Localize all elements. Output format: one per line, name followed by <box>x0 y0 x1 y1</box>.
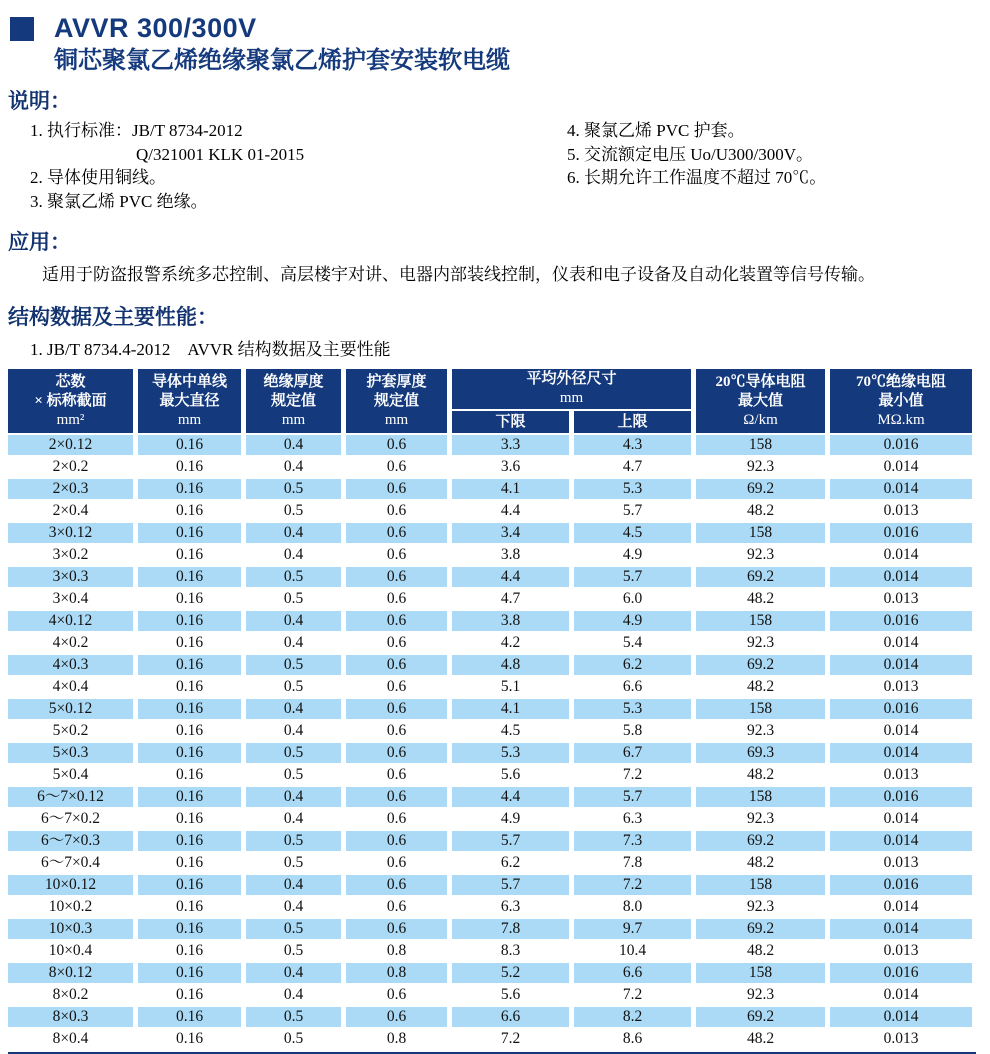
cell-od-upper: 10.4 <box>574 941 691 961</box>
cell-insulation-thickness: 0.5 <box>246 479 341 499</box>
application-text: 适用于防盗报警系统多芯控制、高层楼宇对讲、电器内部装线控制，仪表和电子设备及自动化装置等信号传输。 <box>42 265 875 284</box>
cell-od-upper: 7.3 <box>574 831 691 851</box>
cell-insulation-resistance-70c: 0.014 <box>830 919 972 939</box>
cell-insulation-resistance-70c: 0.016 <box>830 611 972 631</box>
cell-conductor-diameter: 0.16 <box>138 831 241 851</box>
table-row <box>8 831 972 851</box>
cell-insulation-thickness: 0.5 <box>246 853 341 873</box>
notes-right-column <box>545 119 982 213</box>
cell-core-size: 10×0.12 <box>8 875 133 895</box>
col-header-sheath-thickness: 护套厚度 规定值 mm <box>346 369 447 433</box>
cell-insulation-resistance-70c: 0.014 <box>830 1007 972 1027</box>
cell-insulation-resistance-70c: 0.014 <box>830 567 972 587</box>
table-row <box>8 1007 972 1027</box>
col-header-od-lower-limit: 下限 <box>452 411 569 433</box>
cell-core-size: 8×0.3 <box>8 1007 133 1027</box>
cell-core-size: 8×0.4 <box>8 1029 133 1049</box>
structure-heading: 结构数据及主要性能： <box>8 305 218 329</box>
cell-core-size: 10×0.3 <box>8 919 133 939</box>
table-row <box>8 919 972 939</box>
cell-insulation-resistance-70c: 0.013 <box>830 765 972 785</box>
application-heading: 应用： <box>8 230 71 254</box>
cell-resistance-20c: 48.2 <box>696 941 825 961</box>
cell-core-size: 3×0.2 <box>8 545 133 565</box>
cell-sheath-thickness: 0.6 <box>346 853 447 873</box>
cell-insulation-thickness: 0.4 <box>246 699 341 719</box>
table-row <box>8 655 972 675</box>
cell-od-upper: 5.3 <box>574 479 691 499</box>
cell-conductor-diameter: 0.16 <box>138 721 241 741</box>
cell-insulation-thickness: 0.5 <box>246 655 341 675</box>
cell-sheath-thickness: 0.6 <box>346 897 447 917</box>
cell-od-lower: 4.8 <box>452 655 569 675</box>
cell-od-upper: 7.2 <box>574 985 691 1005</box>
cell-core-size: 5×0.12 <box>8 699 133 719</box>
cell-od-lower: 4.5 <box>452 721 569 741</box>
cell-conductor-diameter: 0.16 <box>138 1029 241 1049</box>
spec-table-header <box>8 369 972 433</box>
cell-insulation-thickness: 0.4 <box>246 809 341 829</box>
table-row <box>8 435 972 455</box>
cell-insulation-thickness: 0.4 <box>246 875 341 895</box>
table-row <box>8 809 972 829</box>
cell-insulation-resistance-70c: 0.014 <box>830 809 972 829</box>
table-row <box>8 545 972 565</box>
cell-insulation-resistance-70c: 0.013 <box>830 677 972 697</box>
col-header-conductor-diameter: 导体中单线 最大直径 mm <box>138 369 241 433</box>
col-header-insulation-resistance-70c: 70℃绝缘电阻 最小值 MΩ.km <box>830 369 972 433</box>
cell-sheath-thickness: 0.6 <box>346 985 447 1005</box>
cell-insulation-thickness: 0.5 <box>246 765 341 785</box>
cell-insulation-resistance-70c: 0.013 <box>830 589 972 609</box>
cell-resistance-20c: 92.3 <box>696 721 825 741</box>
cell-insulation-resistance-70c: 0.016 <box>830 523 972 543</box>
cell-conductor-diameter: 0.16 <box>138 435 241 455</box>
cell-od-upper: 5.7 <box>574 787 691 807</box>
cell-od-upper: 4.5 <box>574 523 691 543</box>
cell-insulation-thickness: 0.5 <box>246 501 341 521</box>
note-item-5: 5. 交流额定电压 Uo/U300/300V。 <box>567 144 814 164</box>
cell-insulation-resistance-70c: 0.016 <box>830 435 972 455</box>
cell-od-lower: 3.8 <box>452 611 569 631</box>
cell-conductor-diameter: 0.16 <box>138 963 241 983</box>
spec-table <box>3 367 977 1051</box>
cell-resistance-20c: 69.2 <box>696 479 825 499</box>
cell-sheath-thickness: 0.8 <box>346 941 447 961</box>
cell-insulation-resistance-70c: 0.016 <box>830 875 972 895</box>
cell-insulation-thickness: 0.5 <box>246 919 341 939</box>
cell-conductor-diameter: 0.16 <box>138 611 241 631</box>
cell-core-size: 3×0.4 <box>8 589 133 609</box>
cell-resistance-20c: 158 <box>696 699 825 719</box>
cell-resistance-20c: 69.2 <box>696 831 825 851</box>
cell-resistance-20c: 92.3 <box>696 897 825 917</box>
cell-insulation-resistance-70c: 0.016 <box>830 787 972 807</box>
cell-conductor-diameter: 0.16 <box>138 941 241 961</box>
col-header-core-count: 芯数 × 标称截面 mm² <box>8 369 133 433</box>
cell-od-lower: 4.1 <box>452 699 569 719</box>
cell-insulation-resistance-70c: 0.013 <box>830 853 972 873</box>
cell-sheath-thickness: 0.6 <box>346 523 447 543</box>
table-row <box>8 897 972 917</box>
table-row <box>8 501 972 521</box>
notes-columns <box>8 119 982 213</box>
cell-od-upper: 5.7 <box>574 501 691 521</box>
note-item-1: 1. 执行标准：JB/T 8734-2012 <box>30 121 243 140</box>
cell-od-upper: 8.6 <box>574 1029 691 1049</box>
cell-resistance-20c: 69.3 <box>696 743 825 763</box>
cell-core-size: 4×0.4 <box>8 677 133 697</box>
cell-od-upper: 8.2 <box>574 1007 691 1027</box>
cell-od-lower: 4.9 <box>452 809 569 829</box>
cell-conductor-diameter: 0.16 <box>138 897 241 917</box>
cell-insulation-resistance-70c: 0.014 <box>830 545 972 565</box>
cell-insulation-resistance-70c: 0.014 <box>830 743 972 763</box>
cell-od-lower: 4.4 <box>452 501 569 521</box>
cell-insulation-thickness: 0.5 <box>246 1029 341 1049</box>
cell-conductor-diameter: 0.16 <box>138 809 241 829</box>
cell-sheath-thickness: 0.8 <box>346 1029 447 1049</box>
cell-core-size: 2×0.2 <box>8 457 133 477</box>
cell-od-upper: 7.2 <box>574 875 691 895</box>
table-row <box>8 963 972 983</box>
cell-core-size: 10×0.4 <box>8 941 133 961</box>
table-caption: 1. JB/T 8734.4-2012 AVVR 结构数据及主要性能 <box>30 340 391 359</box>
cell-insulation-resistance-70c: 0.014 <box>830 897 972 917</box>
table-row <box>8 677 972 697</box>
cell-conductor-diameter: 0.16 <box>138 787 241 807</box>
cell-resistance-20c: 158 <box>696 611 825 631</box>
cell-conductor-diameter: 0.16 <box>138 699 241 719</box>
title-bullet-square-icon <box>10 17 34 41</box>
table-row <box>8 633 972 653</box>
cell-sheath-thickness: 0.6 <box>346 611 447 631</box>
col-header-od-upper-limit: 上限 <box>574 411 691 433</box>
cell-insulation-thickness: 0.5 <box>246 589 341 609</box>
cell-resistance-20c: 48.2 <box>696 853 825 873</box>
table-row <box>8 1029 972 1049</box>
cell-od-upper: 6.3 <box>574 809 691 829</box>
cell-core-size: 8×0.12 <box>8 963 133 983</box>
table-row <box>8 567 972 587</box>
table-row <box>8 457 972 477</box>
table-row <box>8 853 972 873</box>
cell-insulation-resistance-70c: 0.013 <box>830 941 972 961</box>
cell-insulation-thickness: 0.5 <box>246 941 341 961</box>
cell-resistance-20c: 158 <box>696 523 825 543</box>
cell-conductor-diameter: 0.16 <box>138 457 241 477</box>
cell-insulation-thickness: 0.5 <box>246 831 341 851</box>
cell-od-upper: 5.8 <box>574 721 691 741</box>
cell-od-lower: 5.3 <box>452 743 569 763</box>
cell-conductor-diameter: 0.16 <box>138 743 241 763</box>
cell-sheath-thickness: 0.6 <box>346 721 447 741</box>
col-header-insulation-thickness: 绝缘厚度 规定值 mm <box>246 369 341 433</box>
table-row <box>8 743 972 763</box>
cell-insulation-resistance-70c: 0.014 <box>830 831 972 851</box>
cell-resistance-20c: 69.2 <box>696 567 825 587</box>
cell-insulation-resistance-70c: 0.013 <box>830 1029 972 1049</box>
cell-insulation-thickness: 0.4 <box>246 633 341 653</box>
cell-resistance-20c: 158 <box>696 875 825 895</box>
cell-sheath-thickness: 0.6 <box>346 699 447 719</box>
cell-insulation-resistance-70c: 0.014 <box>830 479 972 499</box>
cell-od-lower: 6.2 <box>452 853 569 873</box>
cell-sheath-thickness: 0.6 <box>346 589 447 609</box>
cell-sheath-thickness: 0.6 <box>346 435 447 455</box>
cell-od-lower: 6.6 <box>452 1007 569 1027</box>
cell-od-upper: 6.6 <box>574 963 691 983</box>
cell-od-lower: 6.3 <box>452 897 569 917</box>
cell-od-lower: 4.2 <box>452 633 569 653</box>
cell-sheath-thickness: 0.6 <box>346 831 447 851</box>
note-item-2: 2. 导体使用铜线。 <box>30 168 166 187</box>
cell-conductor-diameter: 0.16 <box>138 765 241 785</box>
cell-sheath-thickness: 0.6 <box>346 1007 447 1027</box>
table-row <box>8 721 972 741</box>
cell-conductor-diameter: 0.16 <box>138 545 241 565</box>
cell-insulation-thickness: 0.4 <box>246 457 341 477</box>
cell-core-size: 2×0.3 <box>8 479 133 499</box>
cell-od-lower: 3.8 <box>452 545 569 565</box>
cell-insulation-thickness: 0.5 <box>246 743 341 763</box>
cell-insulation-thickness: 0.4 <box>246 963 341 983</box>
cell-od-lower: 5.6 <box>452 985 569 1005</box>
cell-core-size: 3×0.3 <box>8 567 133 587</box>
cell-od-lower: 4.7 <box>452 589 569 609</box>
cell-sheath-thickness: 0.6 <box>346 501 447 521</box>
cell-conductor-diameter: 0.16 <box>138 677 241 697</box>
table-row <box>8 699 972 719</box>
cell-insulation-thickness: 0.4 <box>246 721 341 741</box>
cell-od-upper: 5.3 <box>574 699 691 719</box>
cell-insulation-thickness: 0.4 <box>246 787 341 807</box>
cell-sheath-thickness: 0.6 <box>346 479 447 499</box>
cell-od-upper: 6.0 <box>574 589 691 609</box>
notes-heading: 说明： <box>8 89 71 113</box>
cell-od-upper: 8.0 <box>574 897 691 917</box>
cell-resistance-20c: 92.3 <box>696 633 825 653</box>
cell-insulation-resistance-70c: 0.014 <box>830 633 972 653</box>
cell-conductor-diameter: 0.16 <box>138 875 241 895</box>
cell-core-size: 3×0.12 <box>8 523 133 543</box>
cell-resistance-20c: 92.3 <box>696 985 825 1005</box>
cell-resistance-20c: 69.2 <box>696 655 825 675</box>
table-row <box>8 479 972 499</box>
note-item-4: 4. 聚氯乙烯 PVC 护套。 <box>567 121 745 140</box>
cell-conductor-diameter: 0.16 <box>138 655 241 675</box>
cell-core-size: 6～7×0.2 <box>8 809 133 829</box>
cell-core-size: 8×0.2 <box>8 985 133 1005</box>
notes-left-column <box>8 119 545 213</box>
cell-sheath-thickness: 0.6 <box>346 787 447 807</box>
cell-conductor-diameter: 0.16 <box>138 501 241 521</box>
cell-od-lower: 7.8 <box>452 919 569 939</box>
note-item-6: 6. 长期允许工作温度不超过 70℃。 <box>567 168 827 187</box>
table-row <box>8 941 972 961</box>
cell-resistance-20c: 48.2 <box>696 765 825 785</box>
cell-sheath-thickness: 0.6 <box>346 677 447 697</box>
cell-core-size: 5×0.4 <box>8 765 133 785</box>
cell-insulation-resistance-70c: 0.014 <box>830 655 972 675</box>
cell-insulation-resistance-70c: 0.016 <box>830 963 972 983</box>
cell-core-size: 6～7×0.12 <box>8 787 133 807</box>
cell-resistance-20c: 158 <box>696 963 825 983</box>
cell-sheath-thickness: 0.6 <box>346 655 447 675</box>
page-title: AVVR 300/300V <box>54 13 257 43</box>
cell-resistance-20c: 158 <box>696 435 825 455</box>
cell-od-upper: 5.7 <box>574 567 691 587</box>
cell-od-upper: 4.3 <box>574 435 691 455</box>
cell-od-lower: 7.2 <box>452 1029 569 1049</box>
cell-sheath-thickness: 0.6 <box>346 919 447 939</box>
cell-sheath-thickness: 0.6 <box>346 765 447 785</box>
table-row <box>8 765 972 785</box>
note-item-1-continuation: Q/321001 KLK 01-2015 <box>136 144 305 164</box>
cell-od-lower: 5.2 <box>452 963 569 983</box>
cell-conductor-diameter: 0.16 <box>138 589 241 609</box>
cell-resistance-20c: 92.3 <box>696 545 825 565</box>
cell-od-upper: 4.9 <box>574 545 691 565</box>
cell-od-upper: 6.6 <box>574 677 691 697</box>
cell-insulation-thickness: 0.4 <box>246 523 341 543</box>
cell-od-upper: 4.9 <box>574 611 691 631</box>
cell-core-size: 5×0.3 <box>8 743 133 763</box>
col-header-mean-od-group: 平均外径尺寸 mm <box>452 369 691 409</box>
cell-sheath-thickness: 0.6 <box>346 809 447 829</box>
cell-od-upper: 9.7 <box>574 919 691 939</box>
cell-insulation-thickness: 0.4 <box>246 545 341 565</box>
cell-od-upper: 7.8 <box>574 853 691 873</box>
cell-conductor-diameter: 0.16 <box>138 567 241 587</box>
table-row <box>8 985 972 1005</box>
cell-resistance-20c: 92.3 <box>696 457 825 477</box>
cell-resistance-20c: 69.2 <box>696 919 825 939</box>
cell-conductor-diameter: 0.16 <box>138 919 241 939</box>
table-row <box>8 611 972 631</box>
cell-sheath-thickness: 0.6 <box>346 545 447 565</box>
cell-insulation-thickness: 0.4 <box>246 897 341 917</box>
cell-od-lower: 5.7 <box>452 831 569 851</box>
title-block <box>8 12 982 44</box>
cell-sheath-thickness: 0.6 <box>346 875 447 895</box>
col-header-conductor-resistance-20c: 20℃导体电阻 最大值 Ω/km <box>696 369 825 433</box>
cell-conductor-diameter: 0.16 <box>138 853 241 873</box>
cell-conductor-diameter: 0.16 <box>138 633 241 653</box>
cell-sheath-thickness: 0.6 <box>346 457 447 477</box>
cell-insulation-thickness: 0.5 <box>246 567 341 587</box>
cell-insulation-resistance-70c: 0.014 <box>830 457 972 477</box>
cell-resistance-20c: 48.2 <box>696 1029 825 1049</box>
table-row <box>8 787 972 807</box>
cell-sheath-thickness: 0.6 <box>346 633 447 653</box>
cell-od-upper: 5.4 <box>574 633 691 653</box>
spec-table-body <box>8 435 972 1049</box>
cell-od-lower: 8.3 <box>452 941 569 961</box>
cell-sheath-thickness: 0.6 <box>346 743 447 763</box>
cell-core-size: 10×0.2 <box>8 897 133 917</box>
cell-core-size: 6～7×0.4 <box>8 853 133 873</box>
cell-core-size: 6～7×0.3 <box>8 831 133 851</box>
cell-od-upper: 6.2 <box>574 655 691 675</box>
cell-insulation-thickness: 0.4 <box>246 611 341 631</box>
table-row <box>8 523 972 543</box>
cell-insulation-resistance-70c: 0.014 <box>830 985 972 1005</box>
cell-od-lower: 4.4 <box>452 567 569 587</box>
cell-sheath-thickness: 0.8 <box>346 963 447 983</box>
cell-od-upper: 7.2 <box>574 765 691 785</box>
cell-resistance-20c: 48.2 <box>696 677 825 697</box>
cell-insulation-thickness: 0.5 <box>246 1007 341 1027</box>
cell-od-upper: 4.7 <box>574 457 691 477</box>
cell-conductor-diameter: 0.16 <box>138 479 241 499</box>
cell-od-lower: 3.6 <box>452 457 569 477</box>
cell-core-size: 2×0.4 <box>8 501 133 521</box>
cell-resistance-20c: 158 <box>696 787 825 807</box>
cell-insulation-resistance-70c: 0.016 <box>830 699 972 719</box>
cell-od-upper: 6.7 <box>574 743 691 763</box>
cell-sheath-thickness: 0.6 <box>346 567 447 587</box>
cell-core-size: 4×0.2 <box>8 633 133 653</box>
cell-insulation-thickness: 0.5 <box>246 677 341 697</box>
cell-conductor-diameter: 0.16 <box>138 1007 241 1027</box>
cell-od-lower: 5.6 <box>452 765 569 785</box>
cell-od-lower: 4.1 <box>452 479 569 499</box>
cell-od-lower: 3.4 <box>452 523 569 543</box>
cell-core-size: 4×0.3 <box>8 655 133 675</box>
cell-insulation-thickness: 0.4 <box>246 435 341 455</box>
cell-od-lower: 3.3 <box>452 435 569 455</box>
cell-resistance-20c: 48.2 <box>696 589 825 609</box>
cell-insulation-thickness: 0.4 <box>246 985 341 1005</box>
cell-core-size: 2×0.12 <box>8 435 133 455</box>
cell-core-size: 5×0.2 <box>8 721 133 741</box>
table-row <box>8 875 972 895</box>
note-item-3: 3. 聚氯乙烯 PVC 绝缘。 <box>30 191 208 211</box>
cell-od-lower: 5.1 <box>452 677 569 697</box>
cell-conductor-diameter: 0.16 <box>138 985 241 1005</box>
cell-insulation-resistance-70c: 0.013 <box>830 501 972 521</box>
page-subtitle: 铜芯聚氯乙烯绝缘聚氯乙烯护套安装软电缆 <box>54 47 510 74</box>
cell-od-lower: 4.4 <box>452 787 569 807</box>
cell-od-lower: 5.7 <box>452 875 569 895</box>
cell-resistance-20c: 69.2 <box>696 1007 825 1027</box>
cell-insulation-resistance-70c: 0.014 <box>830 721 972 741</box>
cell-resistance-20c: 92.3 <box>696 809 825 829</box>
cell-resistance-20c: 48.2 <box>696 501 825 521</box>
table-row <box>8 589 972 609</box>
cell-core-size: 4×0.12 <box>8 611 133 631</box>
cell-conductor-diameter: 0.16 <box>138 523 241 543</box>
